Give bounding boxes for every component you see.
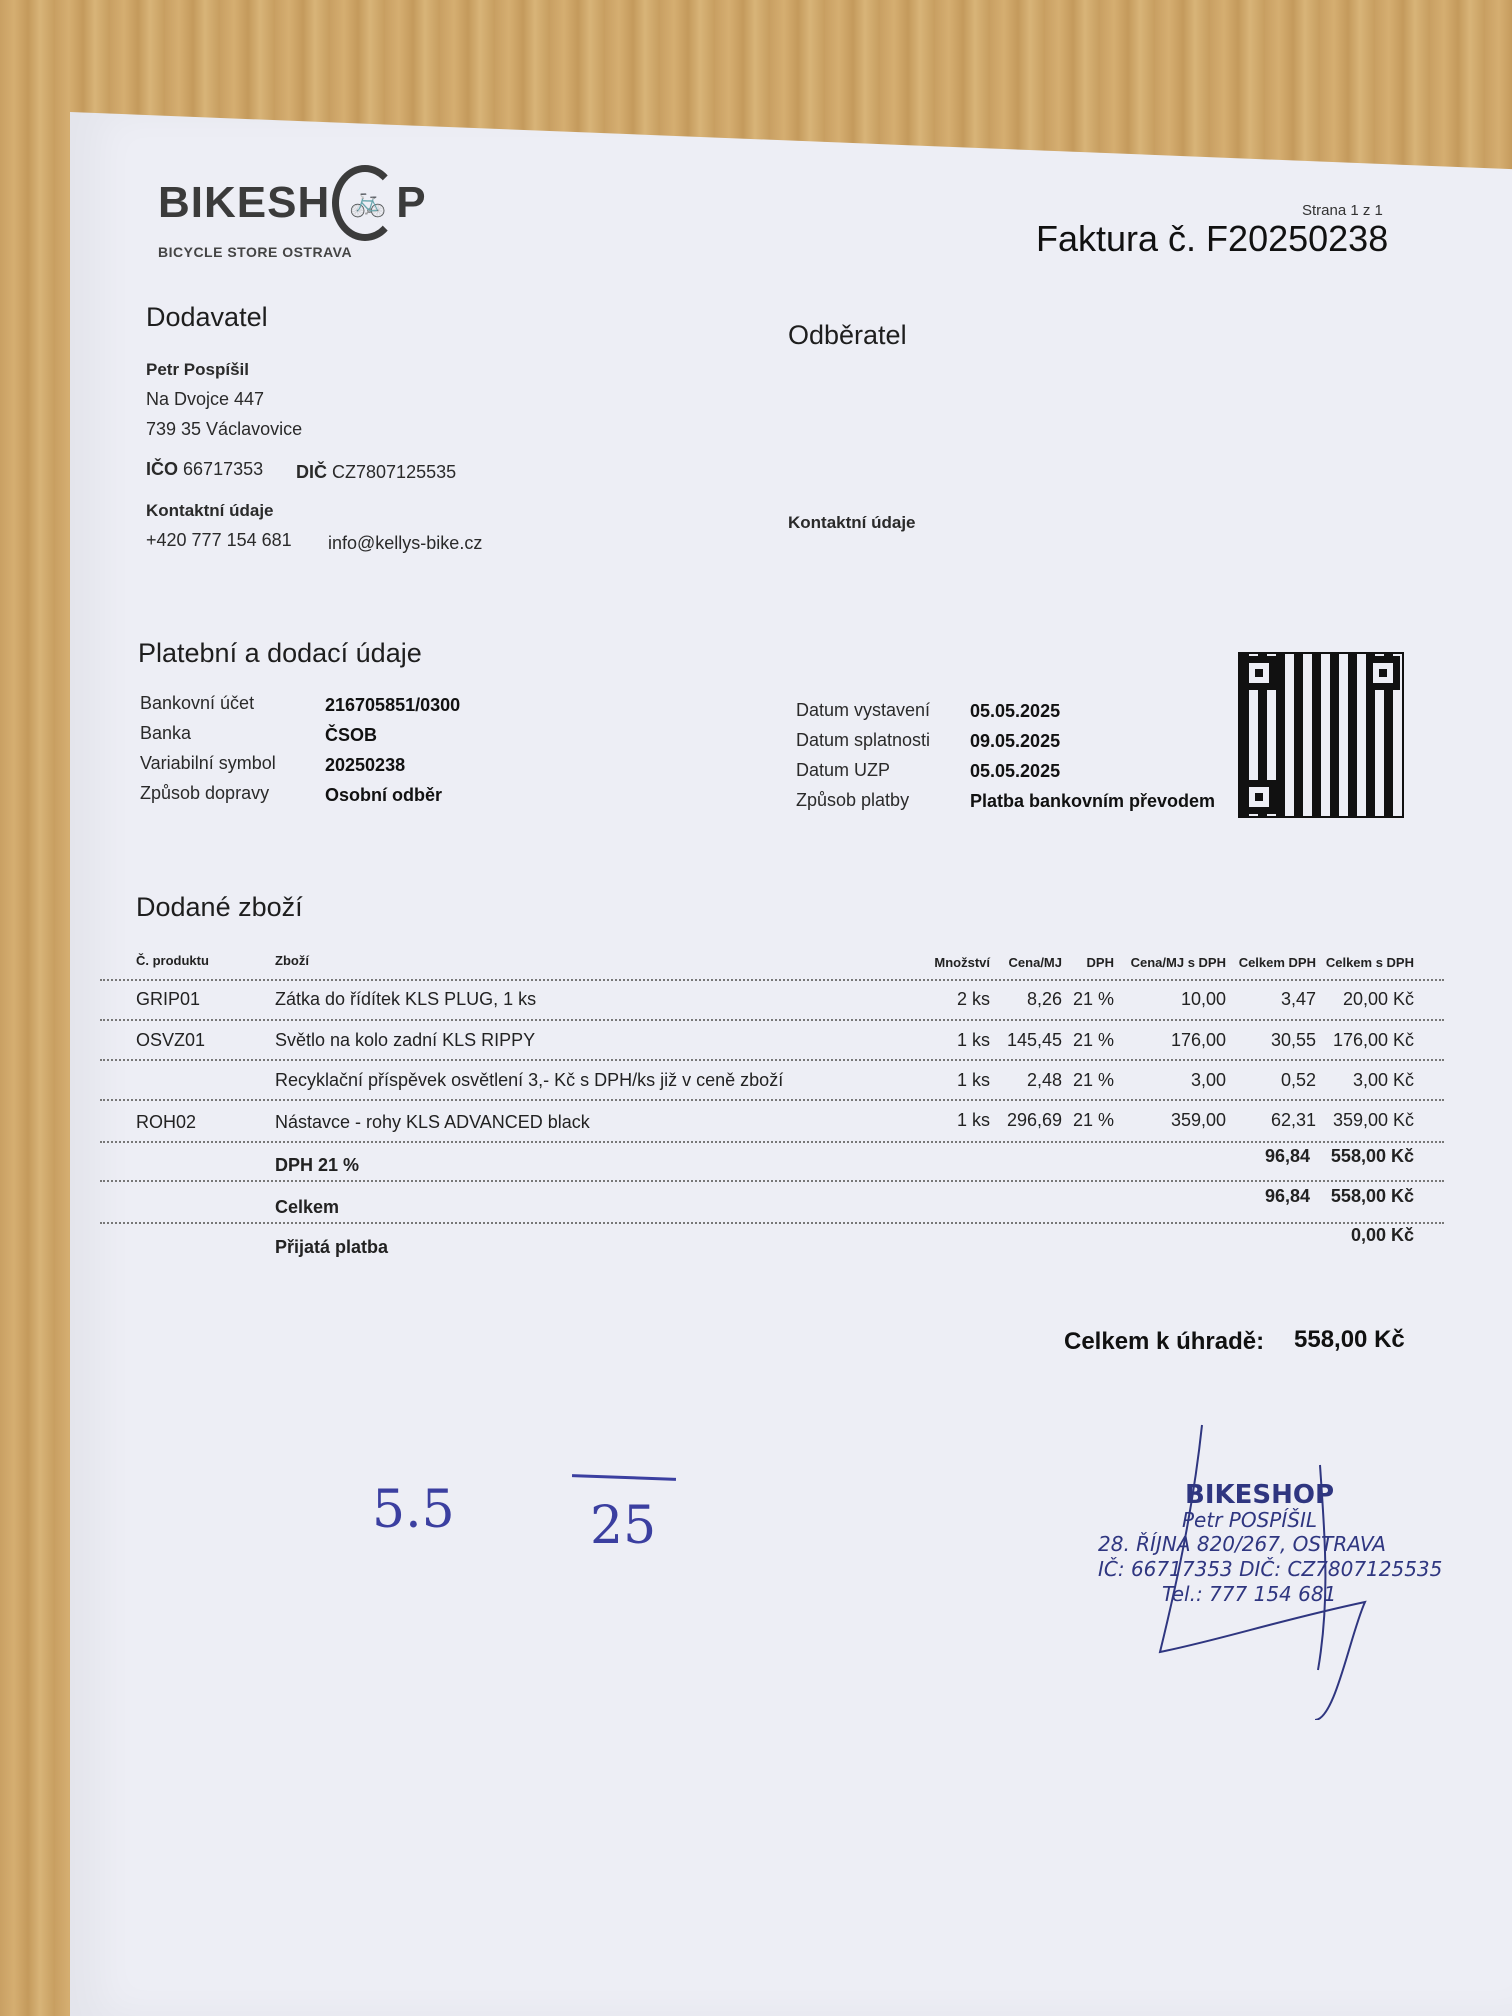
- goods-heading: Dodané zboží: [136, 892, 303, 922]
- stamp-company: BIKESHOP: [1185, 1480, 1335, 1510]
- table-cell-code: GRIP01: [136, 989, 201, 1009]
- invoice-title: Faktura č. F20250238: [1036, 218, 1389, 259]
- table-cell-vat: 21 %: [1072, 989, 1114, 1009]
- supplier-ico: IČO 66717353: [146, 459, 264, 479]
- payment-value: Osobní odběr: [325, 785, 442, 805]
- table-cell-total: 176,00 Kč: [1332, 1030, 1414, 1050]
- col-header: Cena/MJ s DPH: [1130, 955, 1226, 970]
- table-cell-name: Zátka do řídítek KLS PLUG, 1 ks: [275, 989, 537, 1009]
- table-cell-price: 296,69: [1006, 1110, 1062, 1130]
- stamp-ids: IČ: 66717353 DIČ: CZ7807125535: [1098, 1557, 1443, 1581]
- table-cell-price: 145,45: [1006, 1030, 1062, 1050]
- supplier-name: Petr Pospíšil: [146, 360, 249, 379]
- summary-total: 558,00 Kč: [1330, 1146, 1414, 1166]
- table-cell-vat: 21 %: [1072, 1030, 1114, 1050]
- divider: [100, 979, 1444, 981]
- date-value: 09.05.2025: [970, 731, 1061, 751]
- table-cell-qty: 1 ks: [956, 1030, 990, 1050]
- table-cell-price-vat: 10,00: [1180, 989, 1226, 1009]
- date-label: Datum splatnosti: [796, 730, 931, 750]
- stamp-phone: Tel.: 777 154 681: [1162, 1582, 1337, 1606]
- date-label: Způsob platby: [796, 790, 910, 810]
- table-cell-total-vat: 0,52: [1280, 1070, 1316, 1090]
- table-cell-total: 359,00 Kč: [1332, 1110, 1414, 1130]
- table-cell-qty: 1 ks: [956, 1070, 990, 1090]
- payment-label: Bankovní účet: [140, 693, 255, 713]
- supplier-phone: +420 777 154 681: [146, 530, 292, 550]
- qr-code: [1238, 652, 1404, 818]
- date-label: Datum vystavení: [796, 700, 931, 720]
- divider: [100, 1059, 1444, 1061]
- amount-due-value: 558,00 Kč: [1294, 1326, 1405, 1353]
- page-number: Strana 1 z 1: [1302, 202, 1383, 219]
- date-value: 05.05.2025: [970, 701, 1061, 721]
- table-cell-price-vat: 359,00: [1170, 1110, 1226, 1130]
- supplier-street: Na Dvojce 447: [146, 389, 265, 409]
- table-cell-total-vat: 62,31: [1270, 1110, 1316, 1130]
- divider: [100, 1019, 1444, 1021]
- summary-label: DPH 21 %: [275, 1155, 360, 1175]
- date-label: Datum UZP: [796, 760, 891, 780]
- supplier-city: 739 35 Václavovice: [146, 419, 303, 439]
- col-header: Celkem DPH: [1238, 955, 1316, 970]
- col-header: Č. produktu: [136, 953, 209, 968]
- table-cell-code: ROH02: [136, 1112, 197, 1132]
- stamp-address: 28. ŘÍJNA 820/267, OSTRAVA: [1098, 1532, 1386, 1556]
- supplier-contact-heading: Kontaktní údaje: [146, 501, 274, 520]
- supplier-email: info@kellys-bike.cz: [328, 533, 483, 553]
- payment-value: 216705851/0300: [325, 695, 461, 715]
- stamp-name: Petr POSPÍŠIL: [1182, 1508, 1317, 1532]
- col-header: Množství: [934, 955, 990, 970]
- summary-vat: 96,84: [1264, 1186, 1310, 1206]
- supplier-dic: DIČ CZ7807125535: [296, 462, 457, 482]
- table-cell-vat: 21 %: [1072, 1110, 1114, 1130]
- handwritten-date-year: 25: [590, 1496, 657, 1556]
- divider: [100, 1222, 1444, 1224]
- payment-label: Banka: [140, 723, 192, 743]
- amount-due-label: Celkem k úhradě:: [1064, 1328, 1265, 1355]
- date-value: 05.05.2025: [970, 761, 1061, 781]
- payment-value: ČSOB: [325, 725, 378, 745]
- divider: [100, 1141, 1444, 1143]
- table-cell-total-vat: 3,47: [1280, 989, 1316, 1009]
- customer-contact-heading: Kontaktní údaje: [788, 513, 916, 532]
- payment-value: 20250238: [325, 755, 406, 775]
- supplier-heading: Dodavatel: [146, 302, 268, 332]
- payment-label: Způsob dopravy: [140, 783, 270, 803]
- customer-heading: Odběratel: [788, 320, 907, 350]
- date-value: Platba bankovním převodem: [970, 791, 1216, 811]
- payment-label: Variabilní symbol: [140, 753, 276, 773]
- summary-vat: 96,84: [1264, 1146, 1310, 1166]
- table-cell-total: 20,00 Kč: [1342, 989, 1414, 1009]
- table-cell-total-vat: 30,55: [1270, 1030, 1316, 1050]
- table-cell-price-vat: 3,00: [1190, 1070, 1226, 1090]
- table-cell-qty: 1 ks: [956, 1110, 990, 1130]
- invoice-paper: [70, 112, 1512, 2016]
- table-cell-qty: 2 ks: [956, 989, 990, 1009]
- signature: [1150, 1420, 1380, 1720]
- table-cell-name: Nástavce - rohy KLS ADVANCED black: [275, 1112, 590, 1132]
- col-header: DPH: [1086, 955, 1114, 970]
- summary-label: Celkem: [275, 1197, 340, 1217]
- summary-label: Přijatá platba: [275, 1237, 389, 1257]
- summary-total: 0,00 Kč: [1350, 1225, 1414, 1245]
- table-cell-price: 8,26: [1026, 989, 1062, 1009]
- table-cell-price-vat: 176,00: [1170, 1030, 1226, 1050]
- logo-text: BIKESH P: [158, 178, 427, 227]
- divider: [100, 1099, 1444, 1101]
- table-cell-name: Světlo na kolo zadní KLS RIPPY: [275, 1030, 536, 1050]
- handwritten-date-day: 5.5: [372, 1480, 455, 1540]
- table-cell-name: Recyklační příspěvek osvětlení 3,- Kč s DPH/ks již v ceně zboží: [275, 1070, 784, 1090]
- payment-heading: Platební a dodací údaje: [138, 638, 422, 668]
- logo-subtitle: BICYCLE STORE OSTRAVA: [158, 244, 353, 260]
- table-cell-vat: 21 %: [1072, 1070, 1114, 1090]
- bicycle-logo-icon: 🚲: [332, 165, 398, 241]
- table-cell-total: 3,00 Kč: [1352, 1070, 1414, 1090]
- col-header: Zboží: [275, 953, 309, 968]
- table-cell-price: 2,48: [1026, 1070, 1062, 1090]
- col-header: Celkem s DPH: [1325, 955, 1414, 970]
- col-header: Cena/MJ: [1008, 955, 1062, 970]
- summary-total: 558,00 Kč: [1330, 1186, 1414, 1206]
- table-cell-code: OSVZ01: [136, 1030, 206, 1050]
- divider: [100, 1180, 1444, 1182]
